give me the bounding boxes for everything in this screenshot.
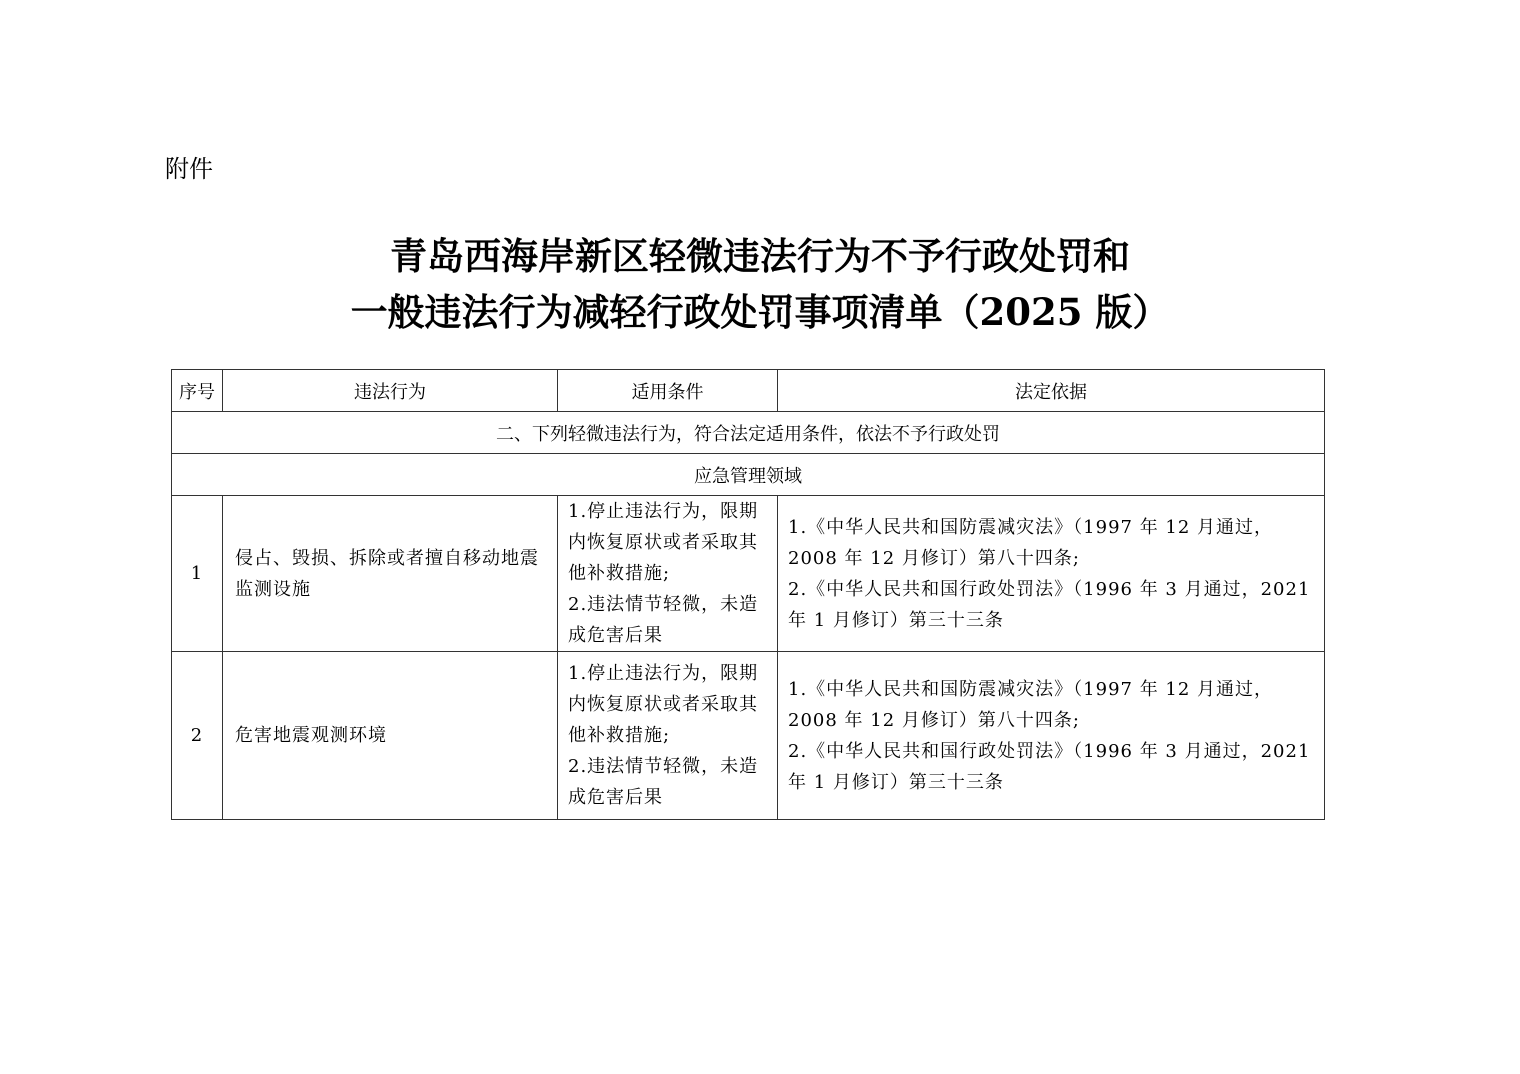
basis-item: 1.《中华人民共和国防震减灾法》（1997 年 12 月通过，2008 年 12 月修订）第八十四条; — [788, 678, 1274, 731]
row-behavior: 侵占、毁损、拆除或者擅自移动地震监测设施 — [223, 496, 558, 652]
table-row — [172, 652, 1325, 820]
row-index: 1 — [172, 496, 223, 652]
page-title — [160, 228, 1360, 340]
row-behavior: 危害地震观测环境 — [223, 652, 558, 820]
basis-item: 2.《中华人民共和国行政处罚法》（1996 年 3 月通过，2021 年 1 月修订）第三十三条 — [788, 578, 1311, 631]
row-conditions — [558, 652, 778, 820]
title-line-1: 青岛西海岸新区轻微违法行为不予行政处罚和 — [390, 234, 1130, 278]
attachment-label: 附件 — [165, 155, 213, 183]
row-conditions — [558, 496, 778, 652]
basis-item: 1.《中华人民共和国防震减灾法》（1997 年 12 月通过，2008 年 12 月修订）第八十四条; — [788, 516, 1274, 569]
section-heading: 二、下列轻微违法行为，符合法定适用条件，依法不予行政处罚 — [172, 412, 1325, 454]
condition-item: 2.违法情节轻微，未造成危害后果 — [568, 594, 759, 646]
table-row — [172, 496, 1325, 652]
domain-heading-row — [172, 454, 1325, 496]
section-heading-row — [172, 412, 1325, 454]
basis-item: 2.《中华人民共和国行政处罚法》（1996 年 3 月通过，2021 年 1 月修订）第三十三条 — [788, 740, 1311, 793]
domain-heading: 应急管理领域 — [172, 454, 1325, 496]
row-basis — [778, 496, 1325, 652]
row-index: 2 — [172, 652, 223, 820]
table-header-row — [172, 370, 1325, 412]
row-basis — [778, 652, 1325, 820]
column-header-index: 序号 — [172, 370, 223, 412]
column-header-basis: 法定依据 — [778, 370, 1325, 412]
column-header-conditions: 适用条件 — [558, 370, 778, 412]
column-header-behavior: 违法行为 — [223, 370, 558, 412]
condition-item: 2.违法情节轻微，未造成危害后果 — [568, 756, 759, 808]
condition-item: 1.停止违法行为，限期内恢复原状或者采取其他补救措施; — [568, 501, 759, 584]
penalty-items-table — [171, 369, 1325, 820]
title-line-2: 一般违法行为减轻行政处罚事项清单（2025 版） — [350, 290, 1170, 334]
condition-item: 1.停止违法行为，限期内恢复原状或者采取其他补救措施; — [568, 663, 759, 746]
